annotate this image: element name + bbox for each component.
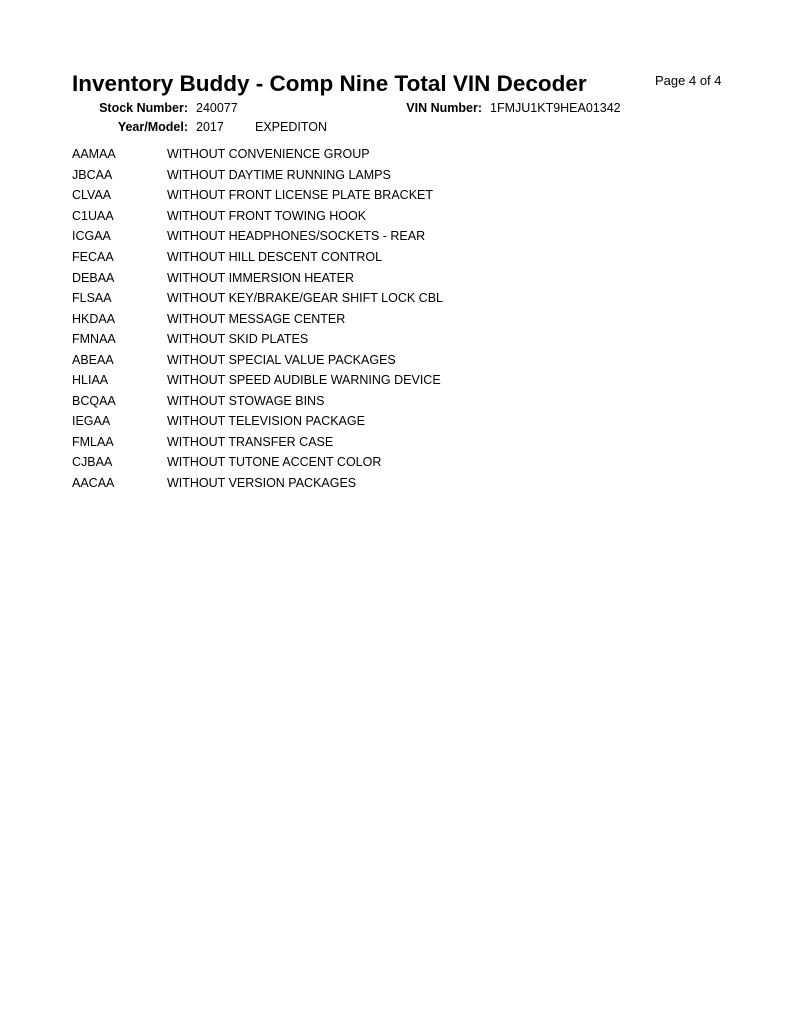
option-code: AAMAA bbox=[72, 147, 116, 162]
option-description: WITHOUT STOWAGE BINS bbox=[167, 393, 325, 408]
option-description: WITHOUT KEY/BRAKE/GEAR SHIFT LOCK CBL bbox=[167, 291, 443, 306]
option-code: ICGAA bbox=[72, 229, 111, 244]
option-description: WITHOUT HILL DESCENT CONTROL bbox=[167, 250, 383, 264]
year-value: 2017 bbox=[196, 120, 224, 134]
option-code: CLVAA bbox=[72, 188, 112, 203]
option-description: WITHOUT TRANSFER CASE bbox=[167, 434, 334, 449]
option-code: FMNAA bbox=[72, 332, 116, 347]
option-description: WITHOUT SKID PLATES bbox=[167, 332, 309, 347]
page-number: Page 4 of 4 bbox=[655, 73, 722, 88]
option-row bbox=[72, 473, 443, 494]
option-row bbox=[72, 432, 443, 453]
option-row bbox=[72, 267, 443, 288]
option-description: WITHOUT FRONT TOWING HOOK bbox=[167, 208, 367, 223]
option-description: WITHOUT IMMERSION HEATER bbox=[167, 270, 355, 285]
option-row bbox=[72, 308, 443, 329]
option-row bbox=[72, 185, 443, 206]
option-row bbox=[72, 329, 443, 350]
option-code: BCQAA bbox=[72, 393, 116, 408]
option-description: WITHOUT SPECIAL VALUE PACKAGES bbox=[167, 352, 396, 367]
option-code: HLIAA bbox=[72, 373, 109, 388]
option-description: WITHOUT HEADPHONES/SOCKETS - REAR bbox=[167, 229, 426, 244]
option-row bbox=[72, 370, 443, 391]
stock-number-value: 240077 bbox=[196, 101, 238, 115]
option-description: WITHOUT CONVENIENCE GROUP bbox=[167, 147, 370, 162]
option-row bbox=[72, 247, 443, 268]
option-description: WITHOUT TUTONE ACCENT COLOR bbox=[167, 455, 382, 470]
option-code: HKDAA bbox=[72, 311, 116, 326]
model-value: EXPEDITON bbox=[255, 120, 328, 134]
option-row bbox=[72, 206, 443, 227]
option-row bbox=[72, 165, 443, 186]
option-code: IEGAA bbox=[72, 414, 111, 429]
option-description: WITHOUT TELEVISION PACKAGE bbox=[167, 414, 365, 429]
option-code: DEBAA bbox=[72, 270, 115, 285]
option-description: WITHOUT VERSION PACKAGES bbox=[167, 476, 357, 491]
vin-number-label: VIN Number: bbox=[406, 101, 482, 115]
option-code: AACAA bbox=[72, 476, 115, 491]
option-row bbox=[72, 144, 443, 165]
option-code-list bbox=[72, 144, 443, 493]
vin-number-value: 1FMJU1KT9HEA01342 bbox=[490, 101, 621, 115]
option-code: FLSAA bbox=[72, 291, 112, 306]
option-row bbox=[72, 288, 443, 309]
option-code: JBCAA bbox=[72, 167, 113, 182]
document-title: Inventory Buddy - Comp Nine Total VIN Decoder bbox=[72, 71, 587, 96]
year-model-label: Year/Model: bbox=[117, 120, 188, 134]
option-row bbox=[72, 349, 443, 370]
option-code: ABEAA bbox=[72, 352, 114, 367]
option-row bbox=[72, 391, 443, 412]
option-code: CJBAA bbox=[72, 455, 113, 470]
option-row bbox=[72, 226, 443, 247]
option-code: C1UAA bbox=[72, 208, 114, 223]
option-row bbox=[72, 452, 443, 473]
option-description: WITHOUT FRONT LICENSE PLATE BRACKET bbox=[167, 188, 434, 203]
option-description: WITHOUT MESSAGE CENTER bbox=[167, 311, 346, 326]
option-code: FMLAA bbox=[72, 434, 114, 449]
option-description: WITHOUT DAYTIME RUNNING LAMPS bbox=[167, 167, 391, 182]
option-description: WITHOUT SPEED AUDIBLE WARNING DEVICE bbox=[167, 373, 441, 388]
option-row bbox=[72, 411, 443, 432]
option-code: FECAA bbox=[72, 250, 114, 264]
stock-number-label: Stock Number: bbox=[99, 101, 188, 115]
